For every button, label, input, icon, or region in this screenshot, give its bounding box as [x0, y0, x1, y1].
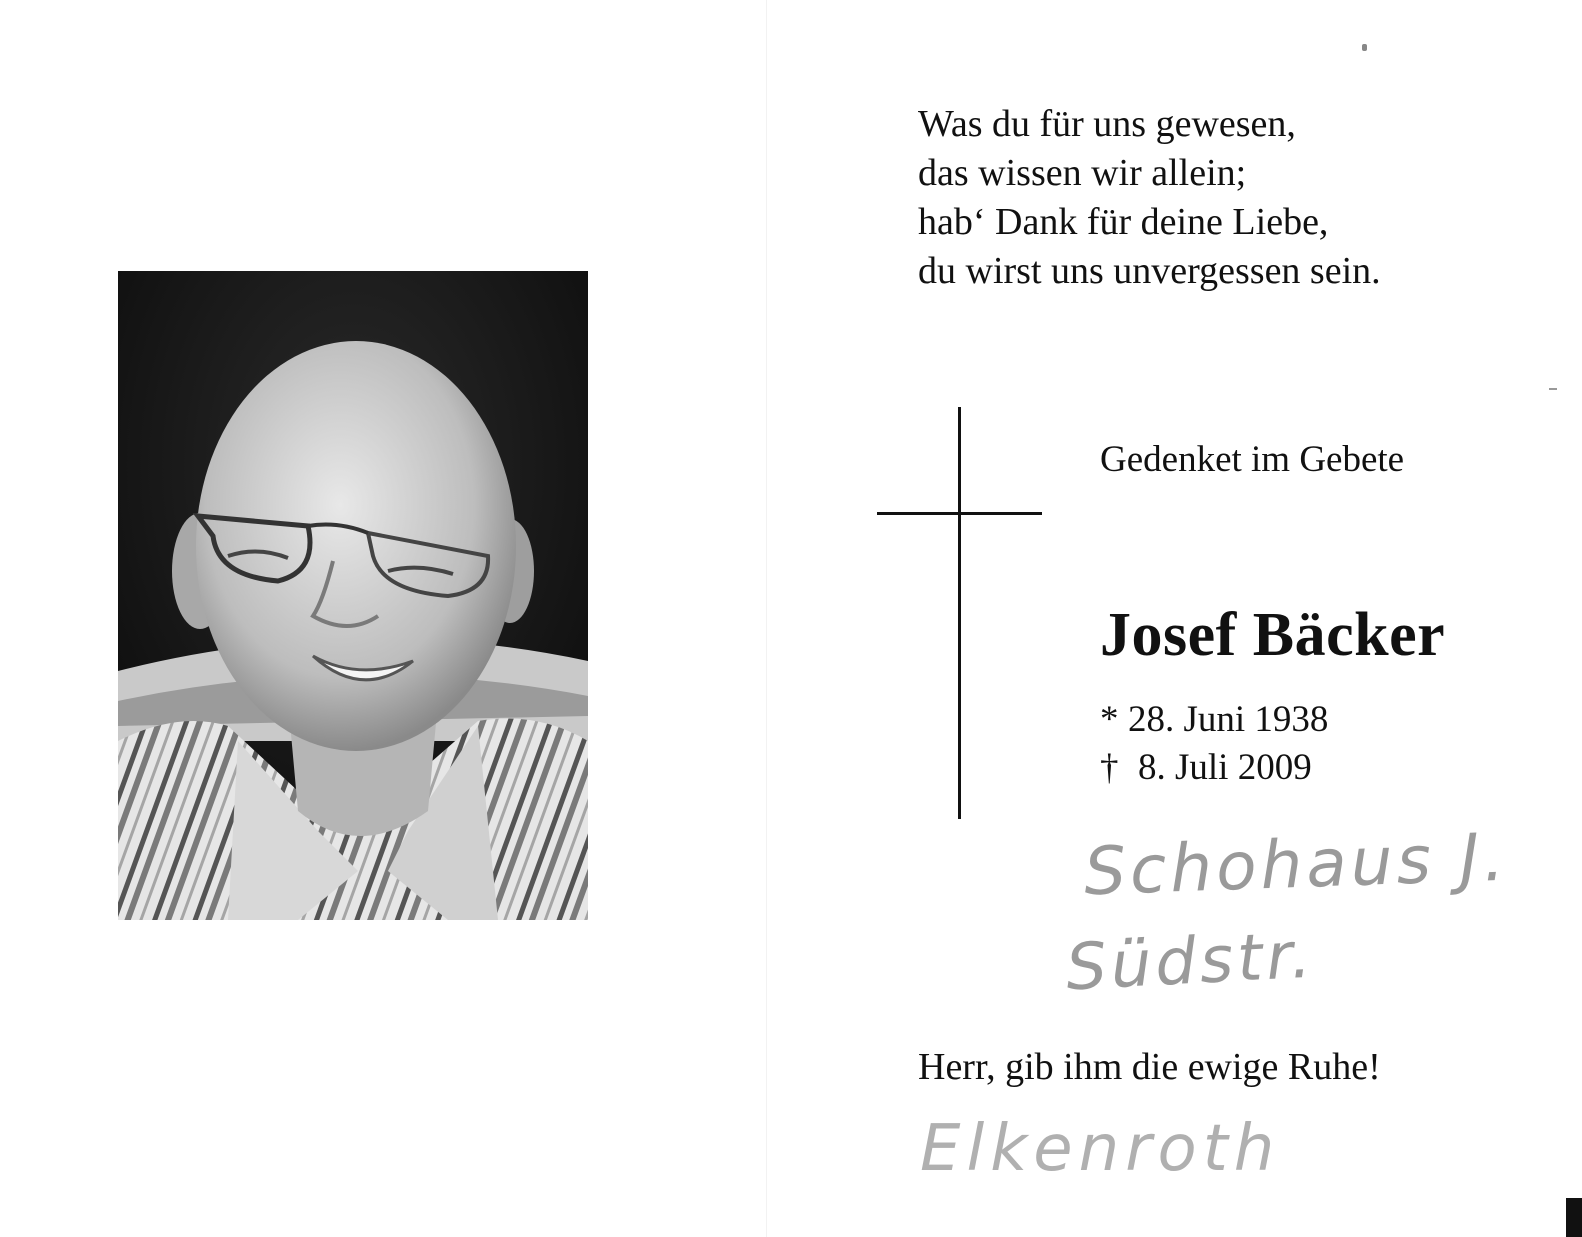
portrait-photo — [118, 271, 588, 920]
death-date: 8. Juli 2009 — [1138, 747, 1312, 788]
life-dates — [1100, 696, 1328, 792]
closing-prayer: Herr, gib ihm die ewige Ruhe! — [918, 1046, 1381, 1088]
deceased-name: Josef Bäcker — [1100, 601, 1446, 669]
scan-speck — [1362, 44, 1367, 51]
handwritten-note-name: Schohaus J. — [1082, 818, 1510, 911]
handwritten-note-town: Elkenroth — [920, 1112, 1281, 1186]
card-fold — [766, 0, 767, 1237]
scan-speck — [1549, 388, 1557, 390]
cross-icon — [958, 407, 961, 819]
memorial-heading: Gedenket im Gebete — [1100, 439, 1405, 480]
poem — [918, 100, 1518, 296]
poem-line: Was du für uns gewesen, — [918, 103, 1296, 145]
birth-symbol: * — [1100, 699, 1119, 740]
cross-icon-bar — [877, 512, 1042, 515]
birth-line — [1100, 696, 1328, 744]
poem-line: hab‘ Dank für deine Liebe, — [918, 201, 1329, 243]
death-symbol: † — [1100, 747, 1119, 788]
poem-line: das wissen wir allein; — [918, 152, 1247, 194]
birth-date: 28. Juni 1938 — [1128, 699, 1329, 740]
scan-edge-mark — [1566, 1198, 1582, 1237]
handwritten-note-street: Südstr. — [1064, 918, 1317, 1006]
poem-line: du wirst uns unvergessen sein. — [918, 250, 1381, 292]
death-line — [1100, 744, 1328, 792]
